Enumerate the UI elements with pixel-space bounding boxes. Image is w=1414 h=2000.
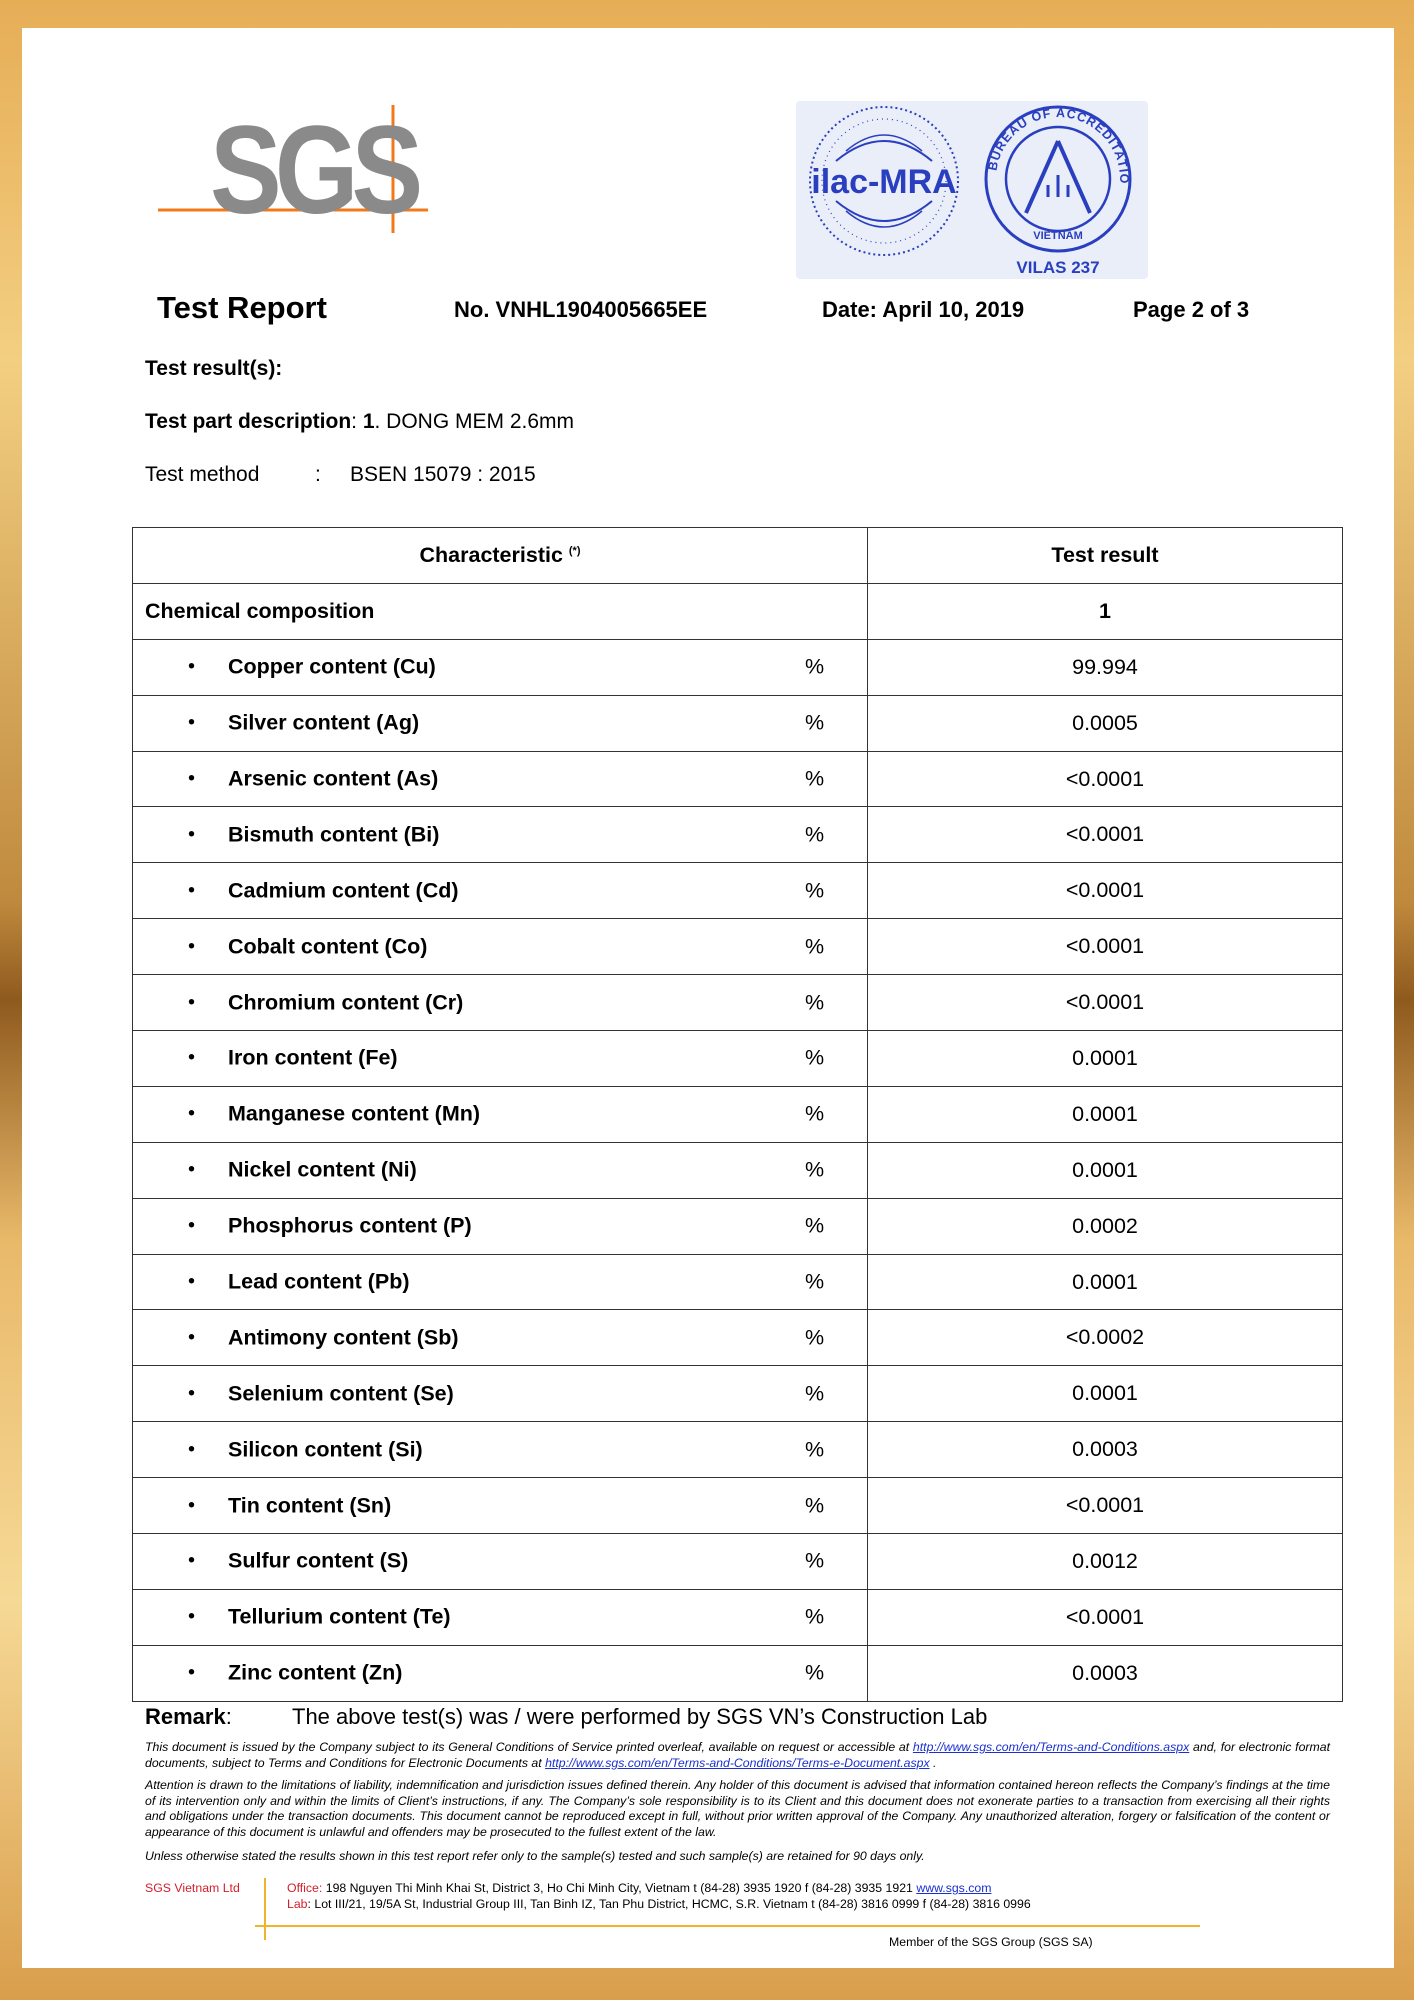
unit: %	[805, 1269, 825, 1294]
office-address: 198 Nguyen Thi Minh Khai St, District 3, Ho Chi Minh City, Vietnam t (84-28) 3935 1920 f (84-28) 3935 1921	[325, 1881, 913, 1895]
group-label: Chemical composition	[133, 583, 868, 639]
bullet: •	[188, 935, 196, 958]
disclaimer-terms-text-2: and, for electronic format documents, subject to Terms and Conditions for Electronic Documents at	[145, 1740, 1331, 1770]
footer-company: SGS Vietnam Ltd	[145, 1881, 240, 1895]
test-result-value: <0.0001	[868, 807, 1343, 863]
vilas-caption: VILAS 237	[1016, 258, 1100, 277]
test-result-value: 0.0005	[868, 695, 1343, 751]
accreditation-seals-graphic	[796, 101, 1148, 279]
characteristic-cell	[133, 1589, 868, 1645]
test-results-label: Test result(s):	[145, 357, 283, 380]
characteristic-name: Phosphorus content (P)	[228, 1213, 472, 1238]
characteristic-name: Cobalt content (Co)	[228, 934, 428, 959]
table-row	[133, 919, 1343, 975]
ilac-seal-text: ilac-MRA	[811, 163, 957, 201]
unit: %	[805, 1493, 825, 1518]
characteristic-name: Nickel content (Ni)	[228, 1157, 417, 1182]
bullet: •	[188, 1494, 196, 1517]
test-result-value: <0.0001	[868, 919, 1343, 975]
characteristic-cell	[133, 975, 868, 1031]
bullet: •	[188, 1158, 196, 1181]
characteristic-cell	[133, 919, 868, 975]
report-date: Date: April 10, 2019	[822, 297, 1025, 322]
disclaimer-terms	[145, 1740, 1330, 1771]
disclaimer-terms-end: .	[933, 1755, 937, 1770]
bullet: •	[188, 991, 196, 1014]
table-row	[133, 1366, 1343, 1422]
test-result-value: 0.0001	[868, 1031, 1343, 1087]
characteristic-name: Arsenic content (As)	[228, 766, 439, 791]
test-result-value: <0.0001	[868, 975, 1343, 1031]
sgs-website-link[interactable]: www.sgs.com	[916, 1881, 992, 1895]
disclaimer-retention: Unless otherwise stated the results shown in this test report refer only to the sample(s) tested and such sample(s) are retained for 90 days only.	[145, 1849, 925, 1863]
unit: %	[805, 822, 825, 847]
table-row	[133, 1142, 1343, 1198]
page-indicator: Page 2 of 3	[1133, 297, 1250, 322]
characteristic-cell	[133, 1645, 868, 1701]
characteristic-cell	[133, 807, 868, 863]
table-row	[133, 1031, 1343, 1087]
remark	[145, 1704, 232, 1730]
table-row	[133, 1198, 1343, 1254]
unit: %	[805, 1548, 825, 1573]
characteristic-name: Chromium content (Cr)	[228, 990, 464, 1015]
characteristic-cell	[133, 639, 868, 695]
bullet: •	[188, 1046, 196, 1069]
test-result-value: 99.994	[868, 639, 1343, 695]
lab-label: Lab	[287, 1897, 308, 1911]
test-result-value: <0.0001	[868, 1589, 1343, 1645]
bullet: •	[188, 1438, 196, 1461]
test-result-value: 0.0001	[868, 1086, 1343, 1142]
characteristic-cell	[133, 1086, 868, 1142]
report-number: No. VNHL1904005665EE	[454, 297, 708, 322]
test-result-value: 0.0002	[868, 1198, 1343, 1254]
office-label: Office:	[287, 1881, 323, 1895]
characteristic-cell	[133, 1254, 868, 1310]
accreditation-seals	[796, 101, 1148, 279]
characteristic-header-text: Characteristic	[419, 542, 563, 567]
test-method-label: Test method	[145, 463, 260, 486]
test-part-description	[145, 410, 574, 434]
group-column-number: 1	[868, 583, 1343, 639]
remark-colon: :	[225, 1704, 232, 1729]
disclaimer-terms-text: This document is issued by the Company subject to its General Conditions of Service printed overleaf, available on request or accessible at	[145, 1740, 910, 1754]
table-row	[133, 639, 1343, 695]
test-method-colon: :	[315, 463, 321, 486]
table-row	[133, 695, 1343, 751]
bullet: •	[188, 1326, 196, 1349]
unit: %	[805, 1101, 825, 1126]
characteristic-cell	[133, 1031, 868, 1087]
bullet: •	[188, 1549, 196, 1572]
characteristic-cell	[133, 1422, 868, 1478]
test-result-value: <0.0001	[868, 863, 1343, 919]
table-row	[133, 1254, 1343, 1310]
bullet: •	[188, 1102, 196, 1125]
test-result-value: 0.0012	[868, 1534, 1343, 1590]
test-result-value: 0.0003	[868, 1645, 1343, 1701]
bullet: •	[188, 711, 196, 734]
characteristic-note: (*)	[568, 544, 581, 557]
characteristic-name: Manganese content (Mn)	[228, 1101, 481, 1126]
test-result-value: <0.0001	[868, 751, 1343, 807]
characteristic-cell	[133, 1366, 868, 1422]
characteristic-cell	[133, 1478, 868, 1534]
lab-address: : Lot III/21, 19/5A St, Industrial Group III, Tan Binh IZ, Tan Phu District, HCMC, S.R. Vietnam t (84-28) 3816 0999 f (84-28) 3816 0996	[307, 1897, 1031, 1911]
unit: %	[805, 1604, 825, 1629]
characteristic-name: Cadmium content (Cd)	[228, 878, 459, 903]
unit: %	[805, 654, 825, 679]
table-row	[133, 1589, 1343, 1645]
bullet: •	[188, 1661, 196, 1684]
table-row	[133, 751, 1343, 807]
characteristic-name: Selenium content (Se)	[228, 1381, 454, 1406]
table-row	[133, 1645, 1343, 1701]
unit: %	[805, 1325, 825, 1350]
characteristic-name: Silver content (Ag)	[228, 710, 420, 735]
unit: %	[805, 1045, 825, 1070]
characteristic-name: Copper content (Cu)	[228, 654, 436, 679]
e-document-terms-link[interactable]: http://www.sgs.com/en/Terms-and-Conditions/Terms-e-Document.aspx	[545, 1755, 930, 1770]
unit: %	[805, 1381, 825, 1406]
characteristic-name: Iron content (Fe)	[228, 1045, 398, 1070]
footer-lab	[287, 1896, 1031, 1912]
unit: %	[805, 1157, 825, 1182]
disclaimer-attention: Attention is drawn to the limitations of liability, indemnification and jurisdiction issues defined therein. Any holder of this document is advised that information contained hereon reflects the Company’s findings at the time of its intervention only and within the limits of Client’s instructions, if any. The Company’s sole responsibility is to its Client and this document does not exonerate parties to a transaction from exercising all their rights and obligations under the transaction documents. This document cannot be reproduced except in full, without prior written approval of the Company. Any unauthorized alteration, forgery or falsification of the content or appearance of this document is unlawful and offenders may be prosecuted to the fullest extent of the law.	[145, 1778, 1330, 1839]
characteristic-name: Lead content (Pb)	[228, 1269, 410, 1294]
characteristic-name: Tin content (Sn)	[228, 1493, 392, 1518]
bullet: •	[188, 767, 196, 790]
part-value: . DONG MEM 2.6mm	[374, 410, 575, 433]
characteristic-header	[133, 528, 868, 584]
unit: %	[805, 1437, 825, 1462]
table-row	[133, 975, 1343, 1031]
bullet: •	[188, 655, 196, 678]
part-number: 1	[362, 410, 375, 433]
remark-label: Remark	[145, 1704, 226, 1729]
test-result-value: 0.0001	[868, 1254, 1343, 1310]
table-header-row	[133, 528, 1343, 584]
bullet: •	[188, 823, 196, 846]
characteristic-cell	[133, 695, 868, 751]
unit: %	[805, 766, 825, 791]
characteristic-cell	[133, 1310, 868, 1366]
unit: %	[805, 710, 825, 735]
characteristic-name: Zinc content (Zn)	[228, 1660, 403, 1685]
boa-seal-ring-text: BUREAU OF ACCREDITATIO	[985, 105, 1132, 185]
bullet: •	[188, 879, 196, 902]
sgs-logo	[128, 75, 428, 240]
bullet: •	[188, 1270, 196, 1293]
characteristic-name: Silicon content (Si)	[228, 1437, 423, 1462]
characteristic-cell	[133, 1142, 868, 1198]
test-result-value: 0.0001	[868, 1142, 1343, 1198]
characteristic-cell	[133, 863, 868, 919]
remark-text: The above test(s) was / were performed by SGS VN’s Construction Lab	[292, 1704, 988, 1729]
sgs-logo-text: SGS	[210, 101, 417, 240]
test-result-header: Test result	[868, 528, 1343, 584]
bullet: •	[188, 1605, 196, 1628]
member-of-group: Member of the SGS Group (SGS SA)	[889, 1935, 1093, 1949]
test-result-value: 0.0001	[868, 1366, 1343, 1422]
results-table	[132, 527, 1343, 1702]
table-row	[133, 863, 1343, 919]
table-row	[133, 807, 1343, 863]
part-colon: :	[351, 410, 363, 433]
ilac-seal-icon	[810, 107, 958, 255]
characteristic-cell	[133, 1198, 868, 1254]
table-row	[133, 1422, 1343, 1478]
characteristic-cell	[133, 1534, 868, 1590]
test-result-value: <0.0002	[868, 1310, 1343, 1366]
unit: %	[805, 1213, 825, 1238]
part-label: Test part description	[145, 410, 352, 433]
test-result-value: <0.0001	[868, 1478, 1343, 1534]
characteristic-cell	[133, 751, 868, 807]
unit: %	[805, 1660, 825, 1685]
unit: %	[805, 878, 825, 903]
boa-seal-country: VIETNAM	[1033, 230, 1083, 242]
characteristic-name: Tellurium content (Te)	[228, 1604, 451, 1629]
table-row	[133, 1086, 1343, 1142]
group-row	[133, 583, 1343, 639]
table-row	[133, 1478, 1343, 1534]
characteristic-name: Antimony content (Sb)	[228, 1325, 459, 1350]
footer-office	[287, 1880, 991, 1896]
terms-link[interactable]: http://www.sgs.com/en/Terms-and-Conditions.aspx	[912, 1740, 1190, 1754]
bullet: •	[188, 1382, 196, 1405]
bullet: •	[188, 1214, 196, 1237]
characteristic-name: Sulfur content (S)	[228, 1548, 409, 1573]
unit: %	[805, 934, 825, 959]
unit: %	[805, 990, 825, 1015]
report-title: Test Report	[157, 290, 327, 325]
table-row	[133, 1534, 1343, 1590]
test-method-value: BSEN 15079 : 2015	[350, 463, 536, 486]
table-row	[133, 1310, 1343, 1366]
characteristic-name: Bismuth content (Bi)	[228, 822, 440, 847]
test-result-value: 0.0003	[868, 1422, 1343, 1478]
